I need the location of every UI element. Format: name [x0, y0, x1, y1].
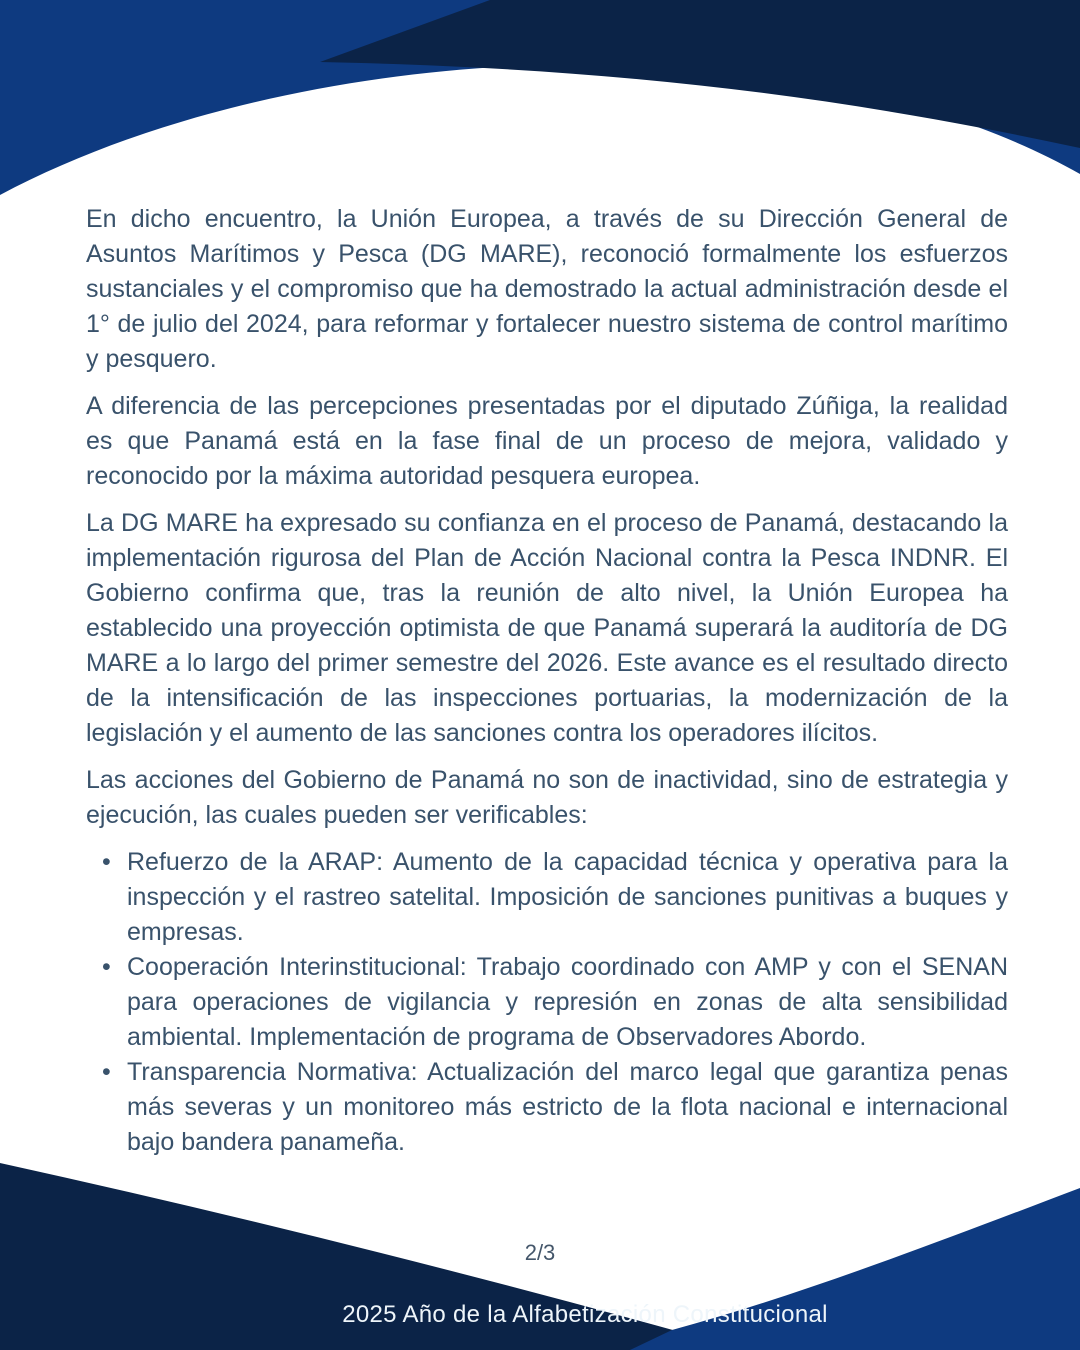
document-body [86, 202, 1008, 1160]
footer-motto: 2025 Año de la Alfabetización Constitucional [342, 1301, 828, 1328]
paragraph-4: Las acciones del Gobierno de Panamá no son de inactividad, sino de estrategia y ejecución, las cuales pueden ser verificables: [86, 766, 1008, 829]
bullet-item-transparencia: • Transparencia Normativa: Actualización del marco legal que garantiza penas más severas y un monitoreo más estricto de la flota nacional e internacional bajo bandera panameña. [86, 1055, 1008, 1160]
paragraph-2: A diferencia de las percepciones presentadas por el diputado Zúñiga, la realidad es que Panamá está en la fase final de un proceso de mejora, validado y reconocido por la máxima autoridad pesquera europea. [86, 392, 1008, 490]
paragraph-3: La DG MARE ha expresado su confianza en el proceso de Panamá, destacando la implementación rigurosa del Plan de Acción Nacional contra la Pesca INDNR. El Gobierno confirma que, tras la reunión de alto nivel, la Unión Europea ha establecido una proyección optimista de que Panamá superará la auditoría de DG MARE a lo largo del primer semestre del 2026. Este avance es el resultado directo de la intensificación de las inspecciones portuarias, la modernización de la legislación y el aumento de las sanciones contra los operadores ilícitos. [86, 509, 1008, 747]
bullet-list [86, 845, 1008, 1160]
page-number: 2/3 [524, 1240, 556, 1265]
bullet-item-arap: • Refuerzo de la ARAP: Aumento de la capacidad técnica y operativa para la inspección y el rastreo satelital. Imposición de sanciones punitivas a buques y empresas. [86, 845, 1008, 950]
paragraph-1: En dicho encuentro, la Unión Europea, a través de su Dirección General de Asuntos Marítimos y Pesca (DG MARE), reconoció formalmente los esfuerzos sustanciales y el compromiso que ha demostrado la actual administración desde el 1° de julio del 2024, para reformar y fortalecer nuestro sistema de control marítimo y pesquero. [86, 205, 1008, 373]
header-navy-swoosh [320, 0, 1080, 148]
bullet-item-cooperacion: • Cooperación Interinstitucional: Trabajo coordinado con AMP y con el SENAN para operaciones de vigilancia y represión en zonas de alta sensibilidad ambiental. Implementación de programa de Observadores Abordo. [86, 950, 1008, 1055]
